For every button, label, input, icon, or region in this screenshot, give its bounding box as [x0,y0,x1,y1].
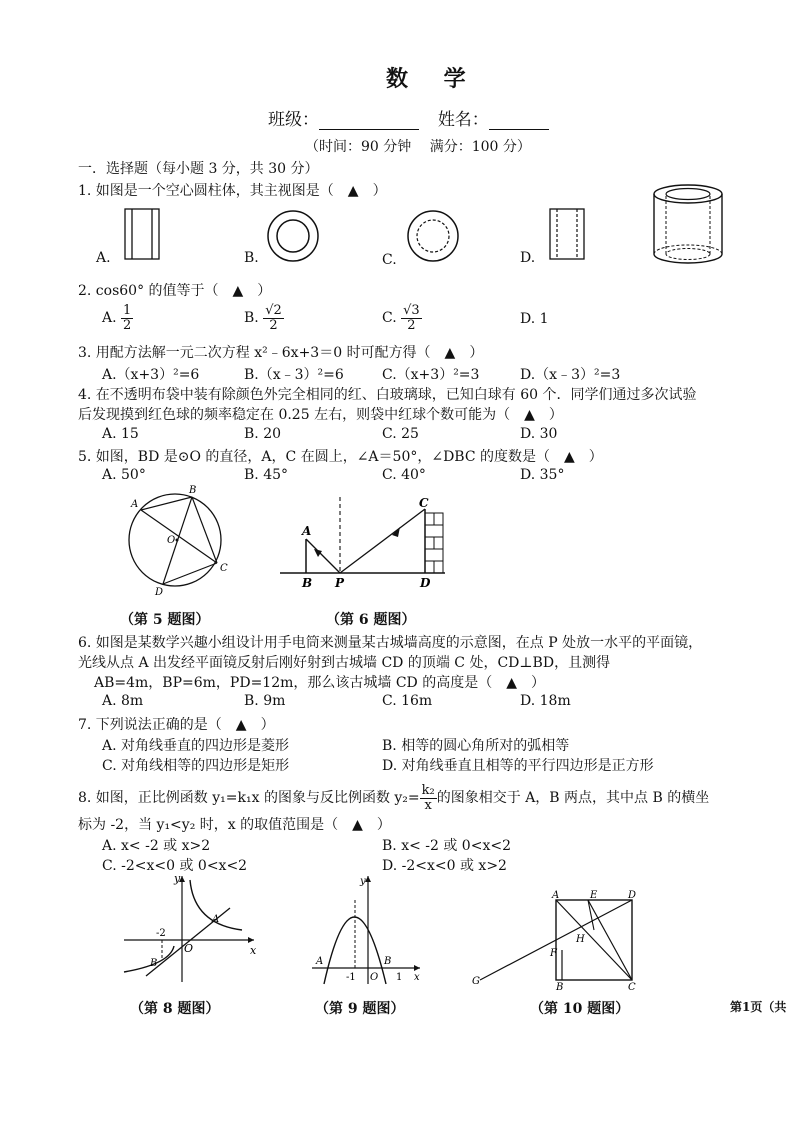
q9-label-a: A [316,956,324,967]
q6-label-p: P [335,576,345,590]
q7-option-a[interactable]: A. 对角线垂直的四边形是菱形 [102,738,290,754]
q9-label-neg1: -1 [346,972,356,983]
question-5-stem: 5. 如图，BD 是⊙O 的直径，A，C 在圆上，∠A＝50°，∠DBC 的度数是（ ▲ ） [78,449,603,465]
q2-option-a-label: A. [102,310,117,327]
q2-option-a[interactable] [102,304,133,332]
frac-num: √2 [265,303,282,318]
q10-label-g: G [472,976,480,987]
q8-stem-part2: 的图象相交于 A，B 两点，其中点 B 的横坐 [436,790,710,807]
q8-label-y: y [174,872,181,885]
q8-label-b: B [150,958,158,969]
q8-option-b[interactable]: B. x< -2 或 0<x<2 [382,838,511,854]
q1-option-d[interactable]: D. [520,250,536,266]
q5-label-b: B [189,485,197,496]
q8-option-d[interactable]: D. -2<x<0 或 x>2 [382,858,507,874]
q8-caption: （第 8 题图） [130,1001,220,1017]
class-label: 班级： [268,110,319,130]
question-8-stem-line1 [78,784,709,812]
q8-function-graph [120,872,260,987]
q9-label-y: y [360,876,366,887]
q10-label-a: A [552,890,560,901]
question-3-stem: 3. 用配方法解一元二次方程 x²﹣6x+3＝0 时可配方得（ ▲ ） [78,345,484,361]
q1-option-b[interactable]: B. [244,250,259,266]
student-info [268,105,549,130]
q9-label-x: x [414,972,420,983]
q5-label-d: D [155,587,164,598]
exam-info: （时间：90 分钟 满分：100 分） [305,139,531,155]
question-4-stem-line2: 后发现摸到红色球的频率稳定在 0.25 左右，则袋中红球个数可能为（ ▲ ） [78,407,563,423]
q8-label-x: x [250,944,257,957]
q5-label-c: C [220,563,228,574]
q10-label-c: C [628,982,636,993]
q6-label-c: C [419,496,429,510]
question-6-stem-line3: AB=4m，BP=6m，PD=12m，那么该古城墙 CD 的高度是（ ▲ ） [94,675,545,691]
question-8-stem-line2: 标为 -2，当 y₁<y₂ 时，x 的取值范围是（ ▲ ） [78,817,391,833]
page-number: 第1页（共 [730,1000,787,1014]
name-label: 姓名： [437,110,489,130]
q7-option-d[interactable]: D. 对角线垂直且相等的平行四边形是正方形 [382,758,654,774]
q8-label-a: A [212,914,220,925]
q10-caption: （第 10 题图） [530,1001,630,1017]
q10-label-h: H [576,934,585,945]
q1-figure-a [120,205,170,265]
q10-label-b: B [556,982,564,993]
question-6-stem-line2: 光线从点 A 出发经平面镜反射后刚好射到古城墙 CD 的顶端 C 处，CD⊥BD，且测得 [78,655,611,671]
q10-label-e: E [590,890,598,901]
question-7-stem: 7. 下列说法正确的是（ ▲ ） [78,717,275,733]
q7-option-c[interactable]: C. 对角线相等的四边形是矩形 [102,758,290,774]
q6-option-c[interactable]: C. 16m [382,693,433,709]
frac-num: √3 [403,303,420,318]
q5-option-a[interactable]: A. 50° [102,467,146,483]
q7-option-b[interactable]: B. 相等的圆心角所对的弧相等 [382,738,570,754]
frac-num: 1 [123,303,132,318]
q2-option-b[interactable] [244,304,284,332]
q9-label-o: O [370,972,379,983]
q6-label-a: A [302,524,312,538]
q5-caption: （第 5 题图） [120,612,210,628]
q6-option-a[interactable]: A. 8m [102,693,144,709]
hollow-cylinder-figure [650,182,730,272]
frac-den: 2 [407,317,416,333]
q5-option-b[interactable]: B. 45° [244,467,289,483]
q6-mirror-figure [280,497,450,589]
q2-option-c-fraction [401,304,422,332]
q8-label-o: O [184,942,194,955]
question-6-stem-line1: 6. 如图是某数学兴趣小组设计用手电筒来测量某古城墙高度的示意图，在点 P 处放一水平的平面镜， [78,635,703,651]
q8-option-a[interactable]: A. x< -2 或 x>2 [102,838,211,854]
q4-option-a[interactable]: A. 15 [102,426,139,442]
q5-circle-figure [125,485,235,600]
frac-den: 2 [123,317,132,333]
q4-option-d[interactable]: D. 30 [520,426,558,442]
page-title: 数 学 [386,66,480,92]
q8-option-c[interactable]: C. -2<x<0 或 0<x<2 [102,858,248,874]
q5-label-a: A [131,499,139,510]
class-blank[interactable] [319,111,419,130]
q9-parabola-graph [310,872,425,987]
frac-num: k₂ [421,783,435,798]
q9-caption: （第 9 题图） [315,1001,405,1017]
q6-label-b: B [302,576,313,590]
q3-option-c[interactable]: C.（x+3）²=3 [382,367,480,383]
q3-option-d[interactable]: D.（x﹣3）²=3 [520,367,621,383]
question-1-stem: 1. 如图是一个空心圆柱体，其主视图是（ ▲ ） [78,183,387,199]
q6-option-d[interactable]: D. 18m [520,693,571,709]
q2-option-b-label: B. [244,310,259,327]
q1-option-c[interactable]: C. [382,252,397,268]
q5-label-o: O [167,535,176,546]
q4-option-b[interactable]: B. 20 [244,426,282,442]
q6-caption: （第 6 题图） [326,612,416,628]
q2-option-d[interactable]: D. 1 [520,311,549,327]
q10-label-d: D [628,890,637,901]
q2-option-c-label: C. [382,310,397,327]
q2-option-b-fraction [263,304,284,332]
q2-option-a-fraction [121,304,133,332]
q1-figure-d [545,205,595,265]
name-blank[interactable] [489,111,549,130]
q3-option-a[interactable]: A.（x+3）²=6 [102,367,200,383]
q1-figure-b [265,208,325,268]
q3-option-b[interactable]: B.（x﹣3）²=6 [244,367,344,383]
frac-den: 2 [269,317,278,333]
q6-option-b[interactable]: B. 9m [244,693,286,709]
q8-label-neg2: -2 [156,928,166,939]
frac-den: x [424,797,432,813]
q5-option-c[interactable]: C. 40° [382,467,426,483]
q2-option-c[interactable] [382,304,422,332]
q8-stem-part1: 8. 如图，正比例函数 y₁=k₁x 的图象与反比例函数 y₂= [78,790,420,807]
q4-option-c[interactable]: C. 25 [382,426,419,442]
q10-square-figure [470,890,650,993]
q1-option-a[interactable]: A. [96,250,111,266]
q5-option-d[interactable]: D. 35° [520,467,565,483]
question-2-stem: 2. cos60° 的值等于（ ▲ ） [78,283,272,299]
q1-figure-c [405,208,465,268]
q8-fraction [420,784,437,812]
q10-label-f: F [550,948,557,959]
q9-label-b: B [384,956,392,967]
section-heading: 一．选择题（每小题 3 分，共 30 分） [78,161,319,177]
q6-label-d: D [420,576,431,590]
question-4-stem-line1: 4. 在不透明布袋中装有除颜色外完全相同的红、白玻璃球，已知白球有 60 个．同学们通过多次试验 [78,387,697,403]
q9-label-1: 1 [396,972,403,983]
